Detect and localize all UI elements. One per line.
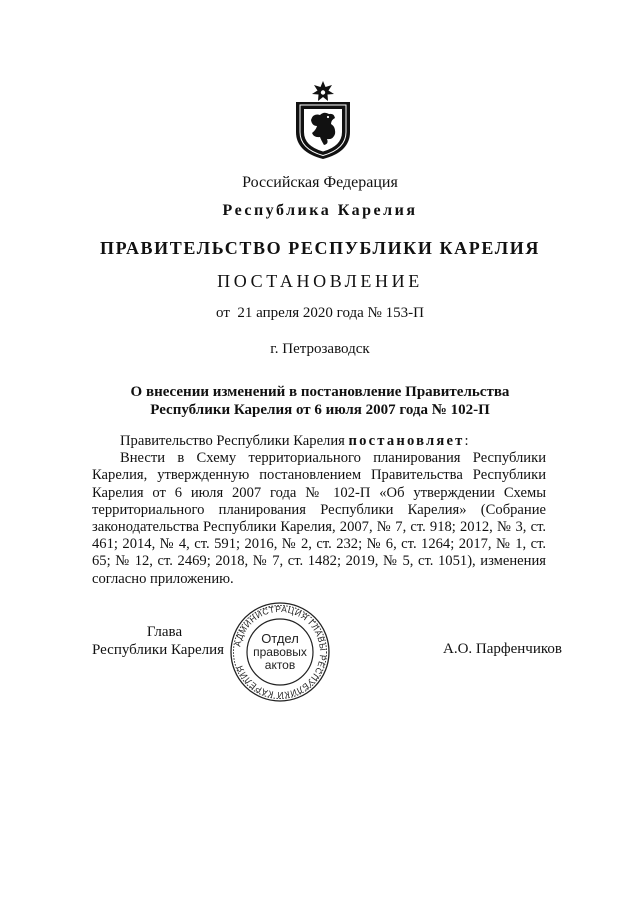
karelia-coat-of-arms-icon: [293, 80, 353, 160]
decree-word: постановляет: [348, 433, 465, 449]
stamp-center-line-1: Отдел: [261, 631, 299, 646]
government-title: ПРАВИТЕЛЬСТВО РЕСПУБЛИКИ КАРЕЛИЯ: [100, 238, 540, 258]
legal-department-stamp: [228, 600, 332, 704]
stamp-ring-text: АДМИНИСТРАЦИЯ ГЛАВЫ РЕСПУБЛИКИ КАРЕЛИЯ: [232, 603, 329, 701]
document-subject: [0, 383, 640, 419]
signatory-title: [92, 623, 237, 659]
signatory-title-line-1: Глава: [146, 624, 183, 640]
subject-line-2: Республики Карелия от 6 июля 2007 года № 102-П: [150, 402, 490, 418]
signatory-title-line-2: Республики Карелия: [92, 642, 225, 658]
republic-name: Республика Карелия: [222, 202, 418, 219]
country-name: Российская Федерация: [242, 174, 398, 191]
document-body: [92, 433, 546, 588]
stamp-center-line-2: правовых: [253, 645, 307, 659]
signatory-name: А.О. Парфенчиков: [443, 641, 562, 657]
document-city: г. Петрозаводск: [270, 341, 370, 357]
document-type: ПОСТАНОВЛЕНИЕ: [217, 271, 423, 291]
decree-intro: [92, 433, 546, 450]
document-date-number: от 21 апреля 2020 года № 153-П: [216, 305, 424, 321]
decree-intro-end: :: [464, 433, 469, 449]
star-icon: [312, 81, 334, 101]
decree-paragraph: Внести в Схему территориального планирования Республики Карелия, утвержденную постановлением Правительства Республики Карелия от 6 июля 2007 года № 102-П «Об утверждении Схемы территориального планирования Республики Карелия» (Собрание законодательства Республики Карелия, 2007, № 7, ст. 918; 2012, № 3, ст. 461; 2014, № 4, ст. 591; 2016, № 2, ст. 232; № 6, ст. 1264; 2017, № 1, ст. 65; № 12, ст. 2469; 2018, № 7, ст. 1482; 2019, № 5, ст. 1051), изменения согласно приложению.: [92, 450, 546, 587]
subject-line-1: О внесении изменений в постановление Правительства: [130, 384, 510, 400]
stamp-center-line-3: актов: [264, 658, 296, 672]
decree-intro-text: Правительство Республики Карелия: [120, 433, 349, 449]
